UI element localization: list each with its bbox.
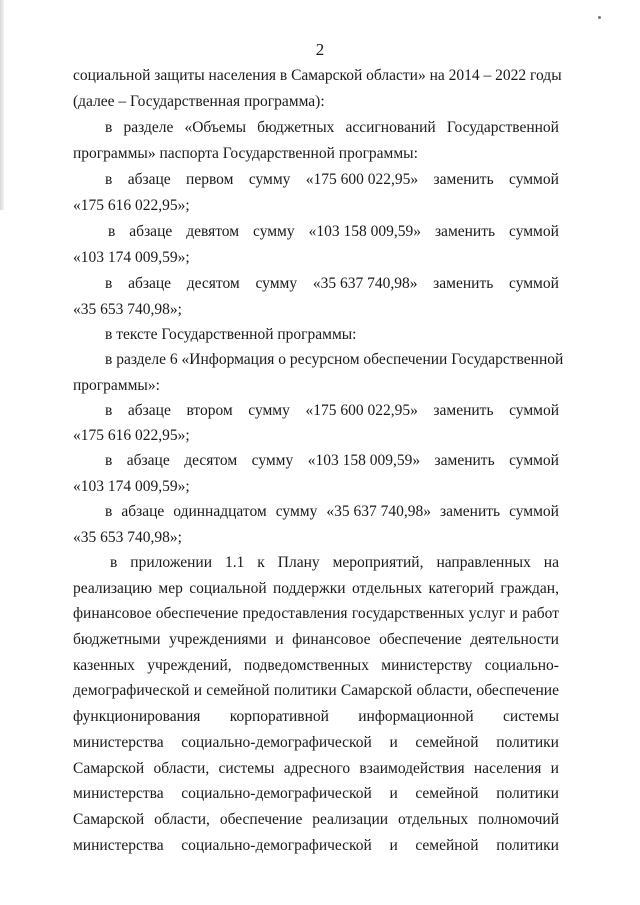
- text-word: суммой: [509, 223, 559, 240]
- text-word: системы: [503, 708, 559, 725]
- text-word: Самарской: [73, 760, 145, 777]
- text-line: [105, 118, 559, 138]
- text-word: обеспечение: [476, 682, 559, 699]
- text-word: десятом: [184, 452, 238, 469]
- text-word: «103 158 009,59»: [308, 223, 421, 240]
- text-word: Самарской: [73, 811, 145, 828]
- text-word: заменить: [439, 503, 501, 520]
- text-word: обеспечение: [155, 605, 239, 622]
- text-line: [73, 300, 559, 320]
- text-line: [73, 604, 559, 624]
- text-word: финансовое: [292, 631, 371, 648]
- text-word: семейной: [415, 785, 479, 802]
- text-word: «35 637 740,98»: [326, 503, 431, 520]
- text-word: сумму: [275, 503, 318, 520]
- text-word: и: [389, 734, 398, 751]
- text-word: корпоративной: [229, 708, 329, 725]
- text-word: и: [275, 631, 284, 648]
- text-word: приложении: [130, 554, 212, 571]
- text-word: и: [389, 837, 398, 854]
- text-line: [110, 553, 559, 573]
- text-word: семейной: [415, 837, 479, 854]
- scan-speck: [598, 16, 601, 19]
- text-word: и: [193, 682, 202, 699]
- text-word: министерства: [73, 785, 164, 802]
- text-line: [73, 248, 559, 268]
- text-word: втором: [186, 402, 233, 419]
- text-word: программы» паспорта Государственной программы:: [73, 145, 418, 162]
- text-word: суммой: [509, 402, 559, 419]
- text-word: абзаце: [128, 275, 172, 292]
- text-line: [73, 144, 559, 164]
- text-word: системы: [218, 760, 275, 777]
- text-line: [73, 528, 559, 548]
- text-word: категорий: [428, 580, 494, 597]
- text-line: [73, 630, 559, 650]
- text-word: в: [105, 503, 113, 520]
- text-word: реализацию: [73, 580, 153, 597]
- text-word: ассигнований: [345, 119, 436, 136]
- text-word: заменить: [434, 452, 495, 469]
- text-word: поддержки: [273, 580, 346, 597]
- text-word: суммой: [509, 275, 559, 292]
- text-line: [105, 350, 564, 370]
- text-word: министерства: [73, 734, 164, 751]
- text-line: [73, 836, 559, 856]
- text-word: «103 158 009,59»: [307, 452, 421, 469]
- text-word: семейной: [415, 734, 479, 751]
- text-word: «35 653 740,98»;: [73, 529, 182, 546]
- text-word: социально-демографической: [181, 734, 372, 751]
- text-word: в: [105, 119, 113, 136]
- text-line: [105, 274, 559, 294]
- text-line: [73, 92, 559, 112]
- text-word: суммой: [509, 452, 559, 469]
- text-word: социально-демографической: [181, 837, 372, 854]
- text-word: «175 616 022,95»;: [73, 427, 190, 444]
- text-word: сумму: [248, 171, 291, 188]
- text-word: отдельных: [398, 811, 469, 828]
- text-word: разделе: [123, 119, 174, 136]
- text-word: мер: [158, 580, 183, 597]
- text-word: «Объемы: [184, 119, 247, 136]
- page-number: 2: [315, 40, 325, 59]
- text-word: десятом: [186, 275, 240, 292]
- text-word: в: [110, 554, 118, 571]
- text-word: одиннадцатом: [173, 503, 267, 520]
- text-word: полномочий: [478, 811, 559, 828]
- text-line: [105, 401, 559, 421]
- text-word: работ: [522, 605, 559, 622]
- text-line: [73, 196, 559, 216]
- text-word: сумму: [248, 402, 290, 419]
- text-word: и: [550, 760, 559, 777]
- text-word: услуг: [468, 605, 506, 622]
- text-word: финансовое: [73, 605, 152, 622]
- text-word: политики: [273, 682, 337, 699]
- text-word: области,: [153, 760, 210, 777]
- text-word: взаимодействия: [359, 760, 465, 777]
- text-word: заменить: [433, 171, 494, 188]
- text-word: бюджетными: [73, 631, 161, 648]
- text-word: политики: [496, 837, 559, 854]
- text-word: в разделе 6 «Информация о ресурсном обеспечении Государственной: [105, 351, 564, 368]
- text-line: [73, 681, 559, 701]
- text-word: абзаце: [126, 452, 170, 469]
- text-word: обеспечение: [219, 811, 303, 828]
- text-word: в: [105, 171, 113, 188]
- text-word: мероприятий,: [332, 554, 424, 571]
- text-word: «175 600 022,95»: [305, 402, 418, 419]
- text-word: социальной защиты населения в Самарской области» на 2014 – 2022 годы: [73, 67, 562, 84]
- text-word: абзаце: [127, 171, 171, 188]
- text-word: в: [105, 452, 113, 469]
- text-word: сумму: [253, 223, 295, 240]
- text-word: граждан,: [500, 580, 559, 597]
- text-word: «103 174 009,59»;: [73, 478, 190, 495]
- text-word: политики: [496, 785, 559, 802]
- text-line: [73, 759, 559, 779]
- text-word: населения: [473, 760, 542, 777]
- text-word: учреждений,: [147, 657, 232, 674]
- text-word: первом: [186, 171, 234, 188]
- text-line: [73, 579, 559, 599]
- text-word: в: [105, 275, 113, 292]
- text-word: предоставления: [242, 605, 348, 622]
- text-word: реализации: [312, 811, 389, 828]
- text-word: к: [257, 554, 265, 571]
- text-word: адресного: [283, 760, 351, 777]
- text-word: программы»:: [73, 377, 160, 394]
- text-word: министерству: [381, 657, 473, 674]
- text-word: министерства: [73, 837, 164, 854]
- text-line: [105, 170, 559, 190]
- text-line: [105, 325, 559, 345]
- text-word: заменить: [433, 402, 494, 419]
- text-word: 1.1: [224, 554, 245, 571]
- scan-edge-shadow: [0, 0, 4, 210]
- text-word: обеспечение: [379, 631, 462, 648]
- text-word: области,: [154, 811, 210, 828]
- text-word: абзаце: [121, 503, 165, 520]
- text-word: заменить: [434, 223, 496, 240]
- text-word: социально-: [484, 657, 559, 674]
- text-line: [73, 376, 559, 396]
- text-word: суммой: [509, 171, 559, 188]
- text-word: (далее – Государственная программа):: [73, 93, 325, 110]
- text-line: [105, 451, 559, 471]
- text-word: в: [108, 223, 116, 240]
- text-word: сумму: [255, 275, 298, 292]
- text-line: [73, 66, 562, 86]
- text-word: отдельных: [351, 580, 423, 597]
- text-line: [105, 502, 559, 522]
- text-word: семейной: [206, 682, 270, 699]
- text-word: сумму: [251, 452, 294, 469]
- text-word: абзаце: [127, 402, 171, 419]
- text-line: [73, 477, 559, 497]
- text-word: политики: [496, 734, 559, 751]
- text-word: социальной: [189, 580, 267, 597]
- text-word: демографической: [73, 682, 190, 699]
- text-word: Плану: [277, 554, 320, 571]
- text-line: [73, 656, 559, 676]
- text-word: «103 174 009,59»;: [73, 249, 190, 266]
- text-word: области,: [416, 682, 473, 699]
- text-line: [73, 784, 559, 804]
- text-word: казенных: [73, 657, 135, 674]
- text-word: информационной: [358, 708, 474, 725]
- text-line: [73, 426, 559, 446]
- text-word: заменить: [433, 275, 494, 292]
- text-word: подведомственных: [243, 657, 369, 674]
- text-word: государственных: [351, 605, 465, 622]
- text-word: учреждениями: [169, 631, 267, 648]
- text-word: Самарской: [340, 682, 413, 699]
- text-line: [73, 707, 559, 727]
- text-word: «35 653 740,98»;: [73, 301, 182, 318]
- text-word: на: [543, 554, 559, 571]
- text-line: [73, 733, 559, 753]
- text-word: социально-демографической: [181, 785, 372, 802]
- text-word: «175 600 022,95»: [305, 171, 419, 188]
- text-word: суммой: [509, 503, 559, 520]
- text-line: [73, 810, 559, 830]
- text-word: и: [389, 785, 398, 802]
- text-word: «175 616 022,95»;: [73, 197, 190, 214]
- text-word: деятельности: [470, 631, 559, 648]
- text-word: абзаце: [129, 223, 173, 240]
- text-word: в: [105, 402, 113, 419]
- text-word: бюджетных: [257, 119, 335, 136]
- text-word: девятом: [186, 223, 240, 240]
- text-word: Государственной: [446, 119, 559, 136]
- text-word: в тексте Государственной программы:: [105, 326, 357, 343]
- text-word: функционирования: [73, 708, 201, 725]
- text-word: направленных: [436, 554, 531, 571]
- text-word: «35 637 740,98»: [312, 275, 418, 292]
- text-word: и: [509, 605, 518, 622]
- text-line: [108, 222, 559, 242]
